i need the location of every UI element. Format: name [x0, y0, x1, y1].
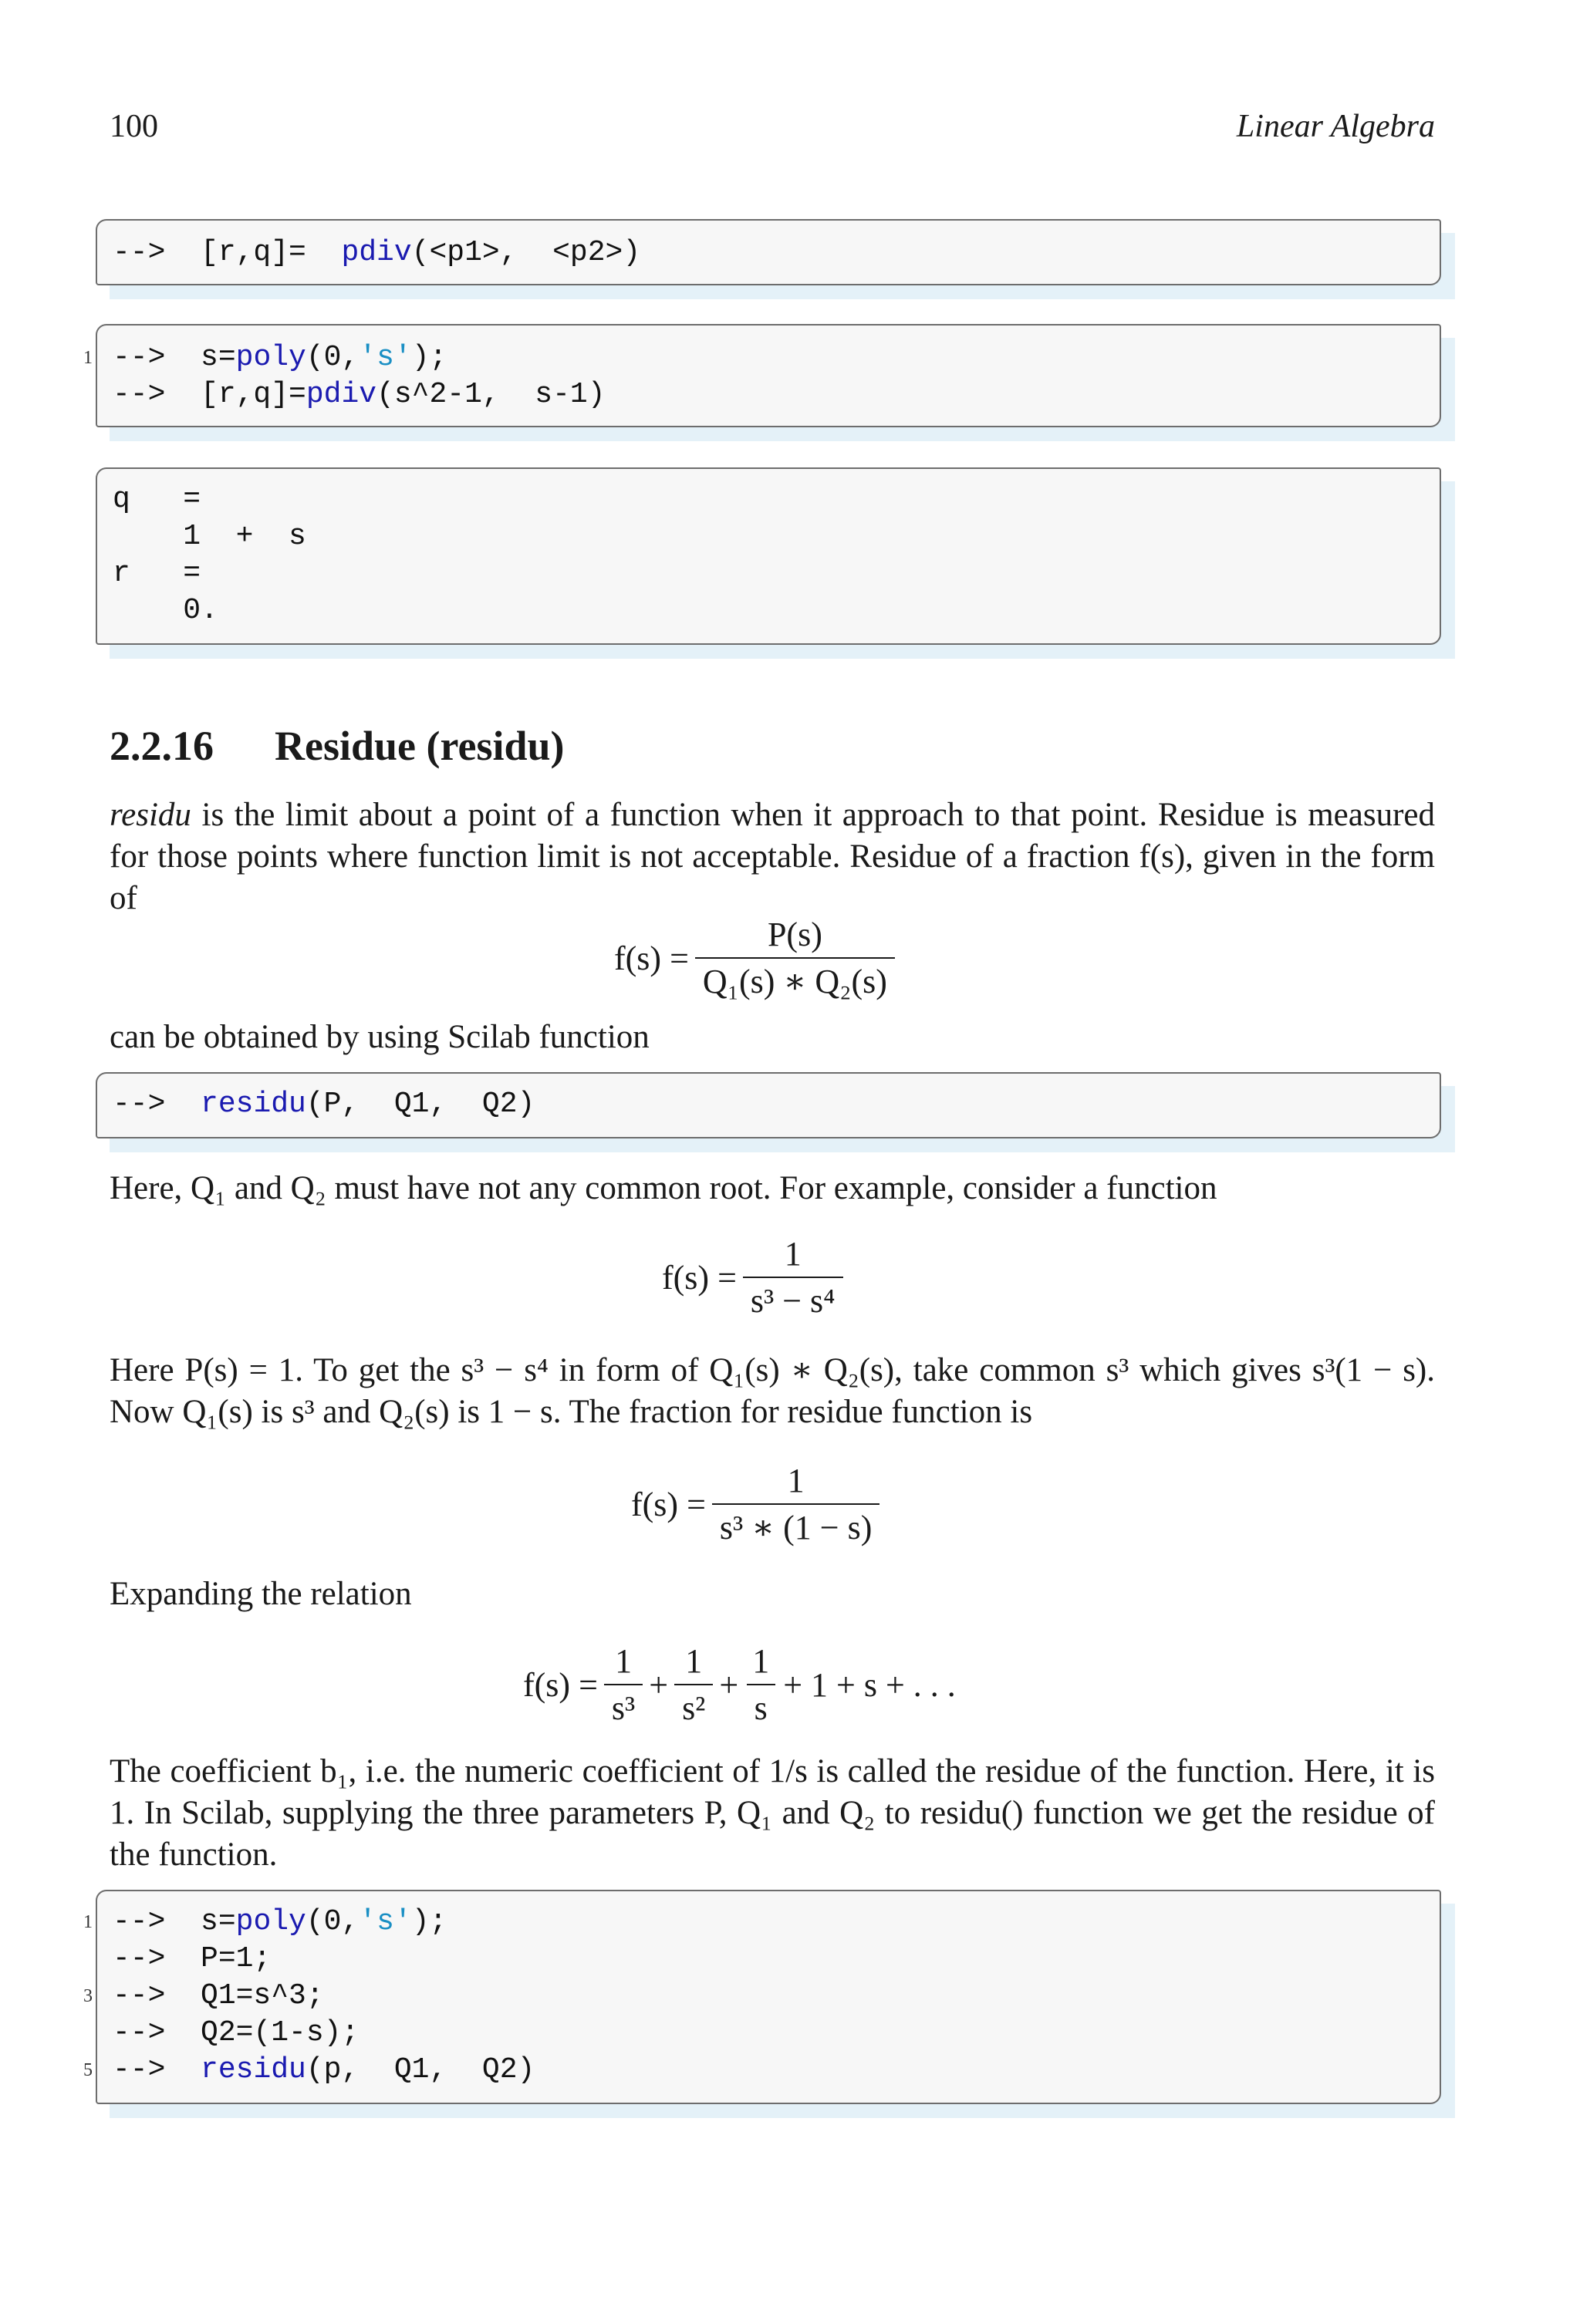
section-title: Residue (residu): [275, 723, 565, 769]
numerator: 1: [615, 1642, 633, 1680]
plus-sign: +: [649, 1665, 669, 1704]
code-function-name: pdiv: [341, 236, 412, 269]
code-lines: [113, 1086, 535, 1123]
code-line: [83, 2052, 535, 2089]
code-text: (<p1>, <p2>): [411, 236, 641, 269]
equation-lhs: f(s) =: [523, 1665, 598, 1704]
equation-lhs: f(s) =: [662, 1258, 737, 1297]
code-text: --> P=1;: [113, 1942, 272, 1975]
code-line: [113, 234, 640, 272]
equation-general-fraction: [614, 915, 901, 1001]
numerator: 1: [787, 1462, 805, 1499]
numerator: P(s): [767, 916, 822, 953]
code-text: --> Q2=(1-s);: [113, 2016, 360, 2049]
fraction: [712, 1461, 879, 1547]
code-text: );: [411, 341, 447, 374]
code-lines: [83, 339, 606, 413]
code-text: 0.: [113, 594, 218, 627]
equation-lhs: f(s) =: [631, 1485, 706, 1523]
fraction: [743, 1234, 843, 1321]
fraction-term-2: [674, 1641, 713, 1728]
code-block-pdiv-syntax: [96, 219, 1441, 285]
code-string: 's': [359, 341, 412, 374]
code-line: [113, 555, 306, 592]
numerator: 1: [752, 1642, 770, 1680]
code-text: --> s=: [113, 341, 236, 374]
line-number: 1: [83, 348, 93, 368]
page-number: 100: [110, 109, 158, 144]
code-function-name: residu: [201, 2053, 306, 2086]
series-tail: + 1 + s + . . .: [783, 1665, 956, 1704]
paragraph-expanding: Expanding the relation: [110, 1576, 412, 1612]
denominator: s³ − s⁴: [743, 1277, 843, 1321]
denominator: Q₁(s) ∗ Q₂(s): [695, 957, 895, 1001]
fraction-term-3: [744, 1641, 777, 1728]
code-text: -->: [113, 1088, 201, 1121]
code-text: --> Q1=s^3;: [113, 1979, 324, 2012]
code-text: -->: [113, 2053, 201, 2086]
code-function-name: poly: [235, 1905, 306, 1938]
denominator: s: [747, 1684, 775, 1728]
code-line: [113, 376, 606, 413]
paragraph-intro: [110, 794, 1435, 919]
code-line: [113, 1086, 535, 1123]
code-block-pdiv-output: [96, 467, 1441, 645]
code-line: [113, 592, 306, 629]
equation-example-function: [662, 1234, 849, 1321]
intro-text: is the limit about a point of a function when it approach to that point. Residue is measured for those points where function limit is not acceptable. Residue of a fraction f(s), given in the form of: [110, 797, 1435, 916]
numerator: 1: [784, 1235, 802, 1273]
code-lines: [113, 234, 640, 272]
code-line: [83, 339, 606, 376]
code-function-name: pdiv: [306, 378, 377, 411]
code-lines: [83, 1904, 535, 2089]
denominator: s²: [674, 1684, 713, 1728]
equation-expansion: [523, 1641, 956, 1728]
line-number: 1: [83, 1912, 93, 1932]
equation-lhs: f(s) =: [614, 939, 689, 977]
code-function-name: poly: [235, 341, 306, 374]
code-block-residu-example: [83, 1890, 1441, 2104]
section-heading: [110, 722, 565, 770]
code-text: --> s=: [113, 1905, 236, 1938]
code-line: [113, 481, 306, 518]
paragraph-can-be-obtained: can be obtained by using Scilab function: [110, 1019, 650, 1055]
code-text: (P, Q1, Q2): [306, 1088, 535, 1121]
code-text: (s^2-1, s-1): [376, 378, 606, 411]
denominator: s³: [604, 1684, 643, 1728]
code-text: --> [r,q]=: [113, 236, 342, 269]
fraction: [695, 915, 895, 1001]
code-string: 's': [359, 1905, 412, 1938]
code-text: (p, Q1, Q2): [306, 2053, 535, 2086]
code-line: [113, 1941, 535, 1978]
code-text: 1 + s: [113, 520, 306, 553]
code-lines: [113, 481, 306, 629]
paragraph-here-q1-q2: Here, Q₁ and Q₂ must have not any common root. For example, consider a function: [110, 1170, 1217, 1206]
plus-sign: +: [719, 1665, 739, 1704]
code-text: --> [r,q]=: [113, 378, 306, 411]
section-number: 2.2.16: [110, 723, 214, 769]
code-text: );: [411, 1905, 447, 1938]
code-block-pdiv-example: [83, 324, 1441, 427]
code-function-name: residu: [201, 1088, 306, 1121]
code-text: (0,: [306, 1905, 360, 1938]
code-text: r =: [113, 557, 201, 590]
code-text: (0,: [306, 341, 360, 374]
code-line: [83, 1904, 535, 1941]
code-line: [83, 1978, 535, 2015]
code-text: q =: [113, 483, 201, 516]
term-residu: residu: [110, 797, 191, 833]
numerator: 1: [685, 1642, 703, 1680]
denominator: s³ ∗ (1 − s): [712, 1503, 879, 1547]
code-block-residu-syntax: [96, 1072, 1441, 1138]
fraction-term-1: [604, 1641, 643, 1728]
equation-residue-fraction: [631, 1461, 886, 1547]
line-number: 3: [83, 1986, 93, 2006]
running-header-title: Linear Algebra: [1236, 109, 1435, 144]
paragraph-here-ps: Here P(s) = 1. To get the s³ − s⁴ in form of Q₁(s) ∗ Q₂(s), take common s³ which gives s³(1 − s). Now Q₁(s) is s³ and Q₂(s) is 1 − s. The fraction for residue function is: [110, 1352, 1435, 1430]
code-line: [113, 518, 306, 555]
line-number: 5: [83, 2060, 93, 2080]
paragraph-coefficient: The coefficient b₁, i.e. the numeric coefficient of 1/s is called the residue of the function. Here, it is 1. In Scilab, supplying the three parameters P, Q₁ and Q₂ to residu() function we get the residue of the function.: [110, 1753, 1435, 1873]
code-line: [113, 2015, 535, 2052]
